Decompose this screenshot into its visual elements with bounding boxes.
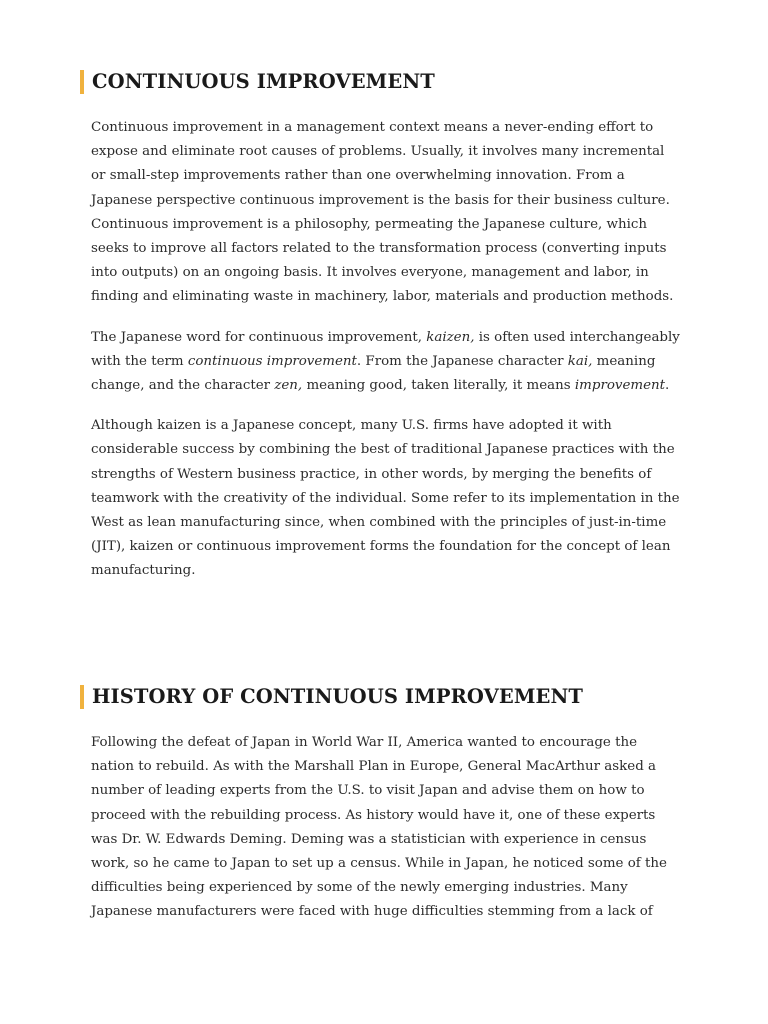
section-heading [80, 68, 680, 96]
text-run: is often used interchangeably with the term [91, 329, 680, 369]
term-improvement: improvement [574, 378, 666, 394]
heading-accent-bar [80, 70, 84, 94]
term-kaizen: kaizen, [426, 329, 475, 345]
heading-accent-bar [80, 685, 84, 709]
term-continuous-improvement: continuous improvement [187, 353, 357, 369]
paragraph-history: Following the defeat of Japan in World War II, America wanted to encourage the nation to rebuild. As with the Marshall Plan in Europe, General MacArthur asked a number of leading experts from the U.S. to visit Japan and advise them on how to proceed with the rebuilding process. As history would have it, one of these experts was Dr. W. Edwards Deming. Deming was a statistician with experience in census work, so he came to Japan to set up a census. While in Japan, he noticed some of the difficulties being experienced by some of the newly emerging industries. Many Japanese manufacturers were faced with huge difficulties stemming from a lack of [91, 735, 667, 920]
paragraph-definition: Continuous improvement in a management context means a never-ending effort to expose and eliminate root causes of problems. Usually, it involves many incremental or small-step improvements rather than one overwhelming innovation. From a Japanese perspective continuous improvement is the basis for their business culture. Continuous improvement is a philosophy, permeating the Japanese culture, which seeks to improve all factors related to the transformation process (converting inputs into outputs) on an ongoing basis. It involves everyone, management and labor, in finding and eliminating waste in machinery, labor, materials and production methods. [91, 120, 674, 305]
section-heading [80, 683, 680, 711]
text-run: meaning good, taken literally, it means [302, 378, 575, 394]
text-run: meaning change, and the character [91, 353, 656, 394]
heading-title: CONTINUOUS IMPROVEMENT [92, 70, 435, 93]
section-history [80, 683, 680, 941]
section-continuous-improvement [80, 68, 680, 600]
paragraph-us-adoption: Although kaizen is a Japanese concept, many U.S. firms have adopted it with considerable success by combining the best of traditional Japanese practices with the strengths of Western business practice, in other words, by merging the benefits of teamwork with the creativity of the individual. Some refer to its implementation in the West as lean manufacturing since, when combined with the principles of just-in-time (JIT), kaizen or continuous improvement forms the foundation for the concept of lean manufacturing. [91, 418, 680, 579]
text-run: . From the Japanese character [356, 353, 568, 369]
heading-title: HISTORY OF CONTINUOUS IMPROVEMENT [92, 685, 584, 708]
text-run: The Japanese word for continuous improvement, [91, 329, 427, 345]
term-kai: kai, [567, 353, 593, 369]
term-zen: zen, [274, 378, 303, 394]
paragraph-kaizen [91, 326, 681, 399]
text-run: . [665, 378, 670, 394]
